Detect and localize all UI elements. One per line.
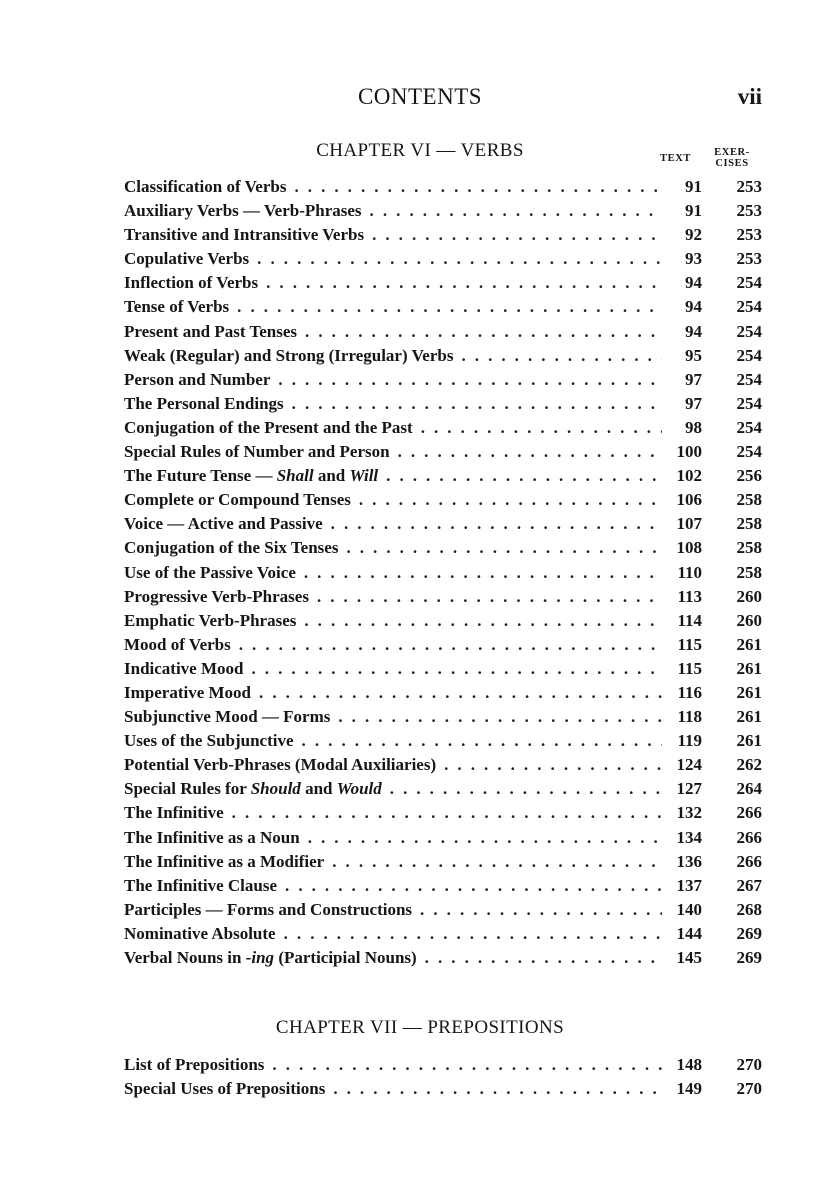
exercises-page-number: 261 (736, 731, 762, 751)
exercises-page-number: 261 (736, 707, 762, 727)
toc-entry (124, 370, 762, 394)
toc-entry-title: Auxiliary Verbs — Verb-Phrases (124, 201, 362, 221)
exercises-page-number: 253 (736, 201, 762, 221)
dot-leader (425, 948, 662, 968)
dot-leader (461, 346, 662, 366)
text-page-number: 115 (677, 634, 702, 654)
toc-entry-title-italic: Should (250, 779, 301, 799)
dot-leader (304, 611, 662, 631)
toc-entry-title: Use of the Passive Voice (124, 562, 296, 582)
toc-entry-title: Participles — Forms and Constructions (124, 899, 413, 919)
text-page-number: 118 (677, 707, 702, 727)
toc-entry (124, 201, 762, 225)
dot-leader (284, 924, 662, 944)
text-page-number: 98 (685, 417, 702, 437)
exercises-page-number: 261 (736, 682, 762, 702)
column-header-exercises (707, 147, 757, 169)
text-page-number: 149 (676, 1079, 702, 1099)
text-page-number: 124 (676, 755, 702, 775)
text-page-number: 127 (676, 779, 702, 799)
exercises-page-number: 253 (736, 177, 762, 196)
toc-entry (124, 635, 762, 659)
toc-entry-title (124, 779, 382, 799)
dot-leader (420, 900, 662, 920)
toc-entry-title: Inflection of Verbs (124, 273, 259, 293)
toc-entry-title: The Infinitive Clause (124, 875, 278, 895)
toc-entry-title (124, 948, 417, 968)
dot-leader (232, 803, 662, 823)
text-page-number: 132 (676, 803, 702, 823)
dot-leader (444, 755, 662, 775)
exercises-page-number: 253 (736, 225, 762, 245)
toc-entry (124, 948, 762, 972)
text-page-number: 148 (676, 1055, 702, 1074)
toc-entry (124, 273, 762, 297)
toc-entry (124, 611, 762, 635)
toc-entry-title-italic: Would (336, 779, 382, 799)
toc-entry (124, 442, 762, 466)
exercises-page-number: 262 (736, 755, 762, 775)
text-page-number: 94 (685, 321, 702, 341)
page-title: CONTENTS (357, 84, 483, 109)
toc-entry (124, 755, 762, 779)
exercises-page-number: 254 (736, 321, 762, 341)
dot-leader (237, 297, 662, 317)
toc-entry-title: Tense of Verbs (124, 297, 230, 317)
toc-entry-title-part: Special Rules for (124, 779, 251, 799)
toc-entry-title: Progressive Verb-Phrases (124, 586, 309, 606)
exercises-page-number: 253 (736, 249, 762, 269)
toc-entry (124, 828, 762, 852)
text-page-number: 134 (676, 827, 702, 847)
toc-entry (124, 1079, 762, 1103)
exercises-page-number: 261 (736, 634, 762, 654)
text-page-number: 93 (685, 249, 702, 269)
toc-entry (124, 514, 762, 538)
toc-entry (124, 249, 762, 273)
dot-leader (302, 731, 662, 751)
exercises-page-number: 258 (736, 514, 762, 534)
exercises-page-number: 256 (736, 466, 762, 486)
exercises-page-number: 254 (736, 442, 762, 462)
toc-entry-title-italic: Will (349, 466, 379, 486)
exercises-page-number: 269 (736, 923, 762, 943)
text-page-number: 110 (677, 562, 702, 582)
toc-entry-title: Subjunctive Mood — Forms (124, 707, 331, 727)
page-number: vii (737, 84, 762, 109)
text-page-number: 91 (685, 177, 702, 196)
toc-entry (124, 876, 762, 900)
exercises-page-number: 266 (736, 827, 762, 847)
toc-entry-title: The Infinitive (124, 803, 224, 823)
toc-entry-title: List of Prepositions (124, 1055, 265, 1074)
toc-entry (124, 322, 762, 346)
exercises-page-number: 264 (736, 779, 762, 799)
text-page-number: 108 (676, 538, 702, 558)
toc-entry-title: Classification of Verbs (124, 177, 287, 196)
toc-entry-title: Conjugation of the Six Tenses (124, 538, 339, 558)
toc-entry-title: Person and Number (124, 369, 271, 389)
dot-leader (239, 635, 662, 655)
exercises-page-number: 254 (736, 273, 762, 293)
exercises-page-number: 254 (736, 369, 762, 389)
running-head (0, 84, 840, 114)
toc-entry-title: The Infinitive as a Noun (124, 827, 300, 847)
exercises-page-number: 268 (736, 899, 762, 919)
dot-leader (317, 587, 662, 607)
toc-entry-title-part: and (300, 779, 337, 799)
text-page-number: 92 (685, 225, 702, 245)
text-page-number: 136 (676, 851, 702, 871)
toc-entry (124, 659, 762, 683)
dot-leader (266, 273, 662, 293)
toc-entry-title: Special Uses of Prepositions (124, 1079, 326, 1099)
text-page-number: 116 (677, 682, 702, 702)
text-page-number: 114 (677, 610, 702, 630)
toc-list-chapter-7 (124, 1055, 762, 1103)
toc-entry (124, 418, 762, 442)
toc-entry-title-italic: Shall (276, 466, 314, 486)
toc-entry-title-part: Verbal Nouns in (124, 948, 246, 967)
toc-entry-title-italic: -ing (245, 948, 275, 967)
column-header-text: TEXT (660, 153, 691, 164)
column-header-exercises-line1: EXER- (714, 147, 750, 158)
text-page-number: 137 (676, 875, 702, 895)
text-page-number: 106 (676, 490, 702, 510)
toc-entry-title: Uses of the Subjunctive (124, 731, 294, 751)
text-page-number: 94 (685, 297, 702, 317)
text-page-number: 91 (685, 201, 702, 221)
text-page-number: 97 (685, 369, 702, 389)
toc-entry-title: Mood of Verbs (124, 634, 231, 654)
dot-leader (292, 394, 662, 414)
toc-entry (124, 394, 762, 418)
toc-entry-title-part: and (313, 466, 350, 486)
toc-entry-title-part: The Future Tense — (124, 466, 277, 486)
toc-entry-title: Potential Verb-Phrases (Modal Auxiliaries) (124, 755, 437, 775)
dot-leader (308, 828, 662, 848)
dot-leader (359, 490, 662, 510)
text-page-number: 97 (685, 393, 702, 413)
toc-entry (124, 924, 762, 948)
toc-entry (124, 779, 762, 803)
exercises-page-number: 266 (736, 803, 762, 823)
dot-leader (386, 466, 662, 486)
exercises-page-number: 270 (736, 1055, 762, 1074)
toc-entry (124, 803, 762, 827)
dot-leader (398, 442, 662, 462)
column-header-exercises-line2: CISES (715, 158, 749, 169)
exercises-page-number: 254 (736, 297, 762, 317)
exercises-page-number: 260 (736, 610, 762, 630)
dot-leader (305, 322, 662, 342)
toc-entry-title: Present and Past Tenses (124, 321, 298, 341)
exercises-page-number: 266 (736, 851, 762, 871)
dot-leader (257, 249, 662, 269)
toc-entry-title: Copulative Verbs (124, 249, 250, 269)
exercises-page-number: 258 (736, 562, 762, 582)
toc-entry-title: Transitive and Intransitive Verbs (124, 225, 365, 245)
exercises-page-number: 269 (736, 948, 762, 967)
dot-leader (285, 876, 662, 896)
exercises-page-number: 260 (736, 586, 762, 606)
toc-list-chapter-6 (124, 177, 762, 972)
dot-leader (331, 514, 662, 534)
toc-entry-title: Imperative Mood (124, 682, 252, 702)
exercises-page-number: 258 (736, 490, 762, 510)
toc-entry-title: Special Rules of Number and Person (124, 442, 390, 462)
dot-leader (421, 418, 662, 438)
dot-leader (390, 779, 662, 799)
text-page-number: 102 (676, 466, 702, 486)
toc-entry-title-part: (Participial Nouns) (274, 948, 417, 967)
dot-leader (259, 683, 662, 703)
toc-entry (124, 683, 762, 707)
toc-entry (124, 225, 762, 249)
toc-entry (124, 563, 762, 587)
toc-entry-title: Emphatic Verb-Phrases (124, 610, 297, 630)
toc-entry (124, 900, 762, 924)
toc-entry-title: Indicative Mood (124, 658, 244, 678)
dot-leader (304, 563, 662, 583)
chapter-heading: CHAPTER VI — VERBS (316, 140, 524, 161)
toc-entry-title: Voice — Active and Passive (124, 514, 323, 534)
dot-leader (272, 1055, 662, 1075)
toc-entry (124, 466, 762, 490)
dot-leader (346, 538, 662, 558)
exercises-page-number: 270 (736, 1079, 762, 1099)
dot-leader (372, 225, 662, 245)
toc-entry-title: The Infinitive as a Modifier (124, 851, 325, 871)
dot-leader (251, 659, 662, 679)
toc-entry (124, 707, 762, 731)
toc-entry (124, 731, 762, 755)
dot-leader (370, 201, 662, 221)
dot-leader (294, 177, 662, 197)
toc-entry (124, 177, 762, 201)
text-page-number: 95 (685, 345, 702, 365)
exercises-page-number: 258 (736, 538, 762, 558)
toc-entry (124, 490, 762, 514)
toc-entry (124, 852, 762, 876)
toc-entry (124, 346, 762, 370)
text-page-number: 94 (685, 273, 702, 293)
toc-entry-title: Conjugation of the Present and the Past (124, 417, 413, 437)
text-page-number: 113 (677, 586, 702, 606)
dot-leader (338, 707, 662, 727)
text-page-number: 115 (677, 658, 702, 678)
toc-entry-title: Complete or Compound Tenses (124, 490, 351, 510)
exercises-page-number: 254 (736, 417, 762, 437)
toc-entry-title: Nominative Absolute (124, 923, 276, 943)
text-page-number: 145 (676, 948, 702, 967)
toc-entry (124, 297, 762, 321)
toc-entry (124, 587, 762, 611)
text-page-number: 119 (677, 731, 702, 751)
text-page-number: 140 (676, 899, 702, 919)
chapter-heading: CHAPTER VII — PREPOSITIONS (275, 1017, 565, 1038)
text-page-number: 107 (676, 514, 702, 534)
exercises-page-number: 254 (736, 393, 762, 413)
dot-leader (332, 852, 662, 872)
dot-leader (278, 370, 662, 390)
text-page-number: 144 (676, 923, 702, 943)
toc-entry (124, 538, 762, 562)
toc-entry (124, 1055, 762, 1079)
exercises-page-number: 267 (736, 875, 762, 895)
toc-entry-title (124, 466, 378, 486)
exercises-page-number: 254 (736, 345, 762, 365)
exercises-page-number: 261 (736, 658, 762, 678)
toc-entry-title: Weak (Regular) and Strong (Irregular) Verbs (124, 345, 454, 365)
text-page-number: 100 (676, 442, 702, 462)
toc-entry-title: The Personal Endings (124, 393, 284, 413)
dot-leader (333, 1079, 662, 1099)
